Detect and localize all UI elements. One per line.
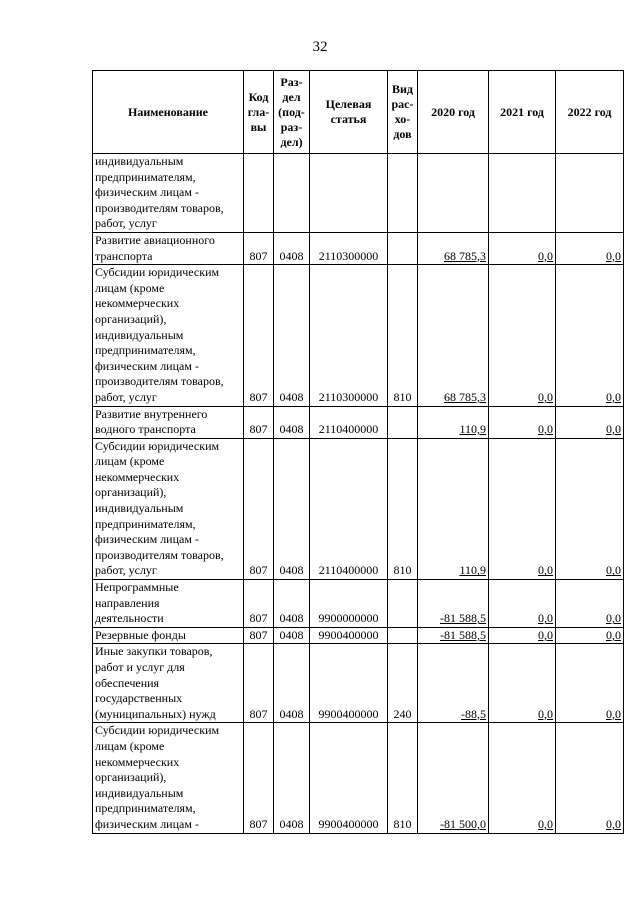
table-row	[93, 723, 624, 833]
row-razdel: 0408	[274, 406, 310, 438]
row-vid: 810	[388, 723, 418, 833]
row-name: Развитие внутреннего водного транспорта	[93, 406, 244, 438]
table-row	[93, 644, 624, 723]
row-2021: 0,0	[489, 265, 556, 406]
row-statya: 2110400000	[310, 438, 388, 579]
table-row	[93, 406, 624, 438]
budget-table	[92, 70, 624, 834]
row-2022: 0,0	[556, 232, 624, 264]
row-name: Иные закупки товаров, работ и услуг для обеспечения государственных (муниципальных) нужд	[93, 644, 244, 723]
header-razdel: Раз- дел (под- раз- дел)	[274, 71, 310, 154]
table-row	[93, 627, 624, 644]
header-name: Наименование	[93, 71, 244, 154]
row-2020: 68 785,3	[418, 232, 489, 264]
row-2021: 0,0	[489, 723, 556, 833]
row-2021: 0,0	[489, 644, 556, 723]
row-glava: 807	[244, 438, 274, 579]
row-2020	[418, 154, 489, 233]
row-razdel: 0408	[274, 723, 310, 833]
header-glava: Код гла- вы	[244, 71, 274, 154]
row-name: Непрограммные направления деятельности	[93, 580, 244, 628]
row-name: Резервные фонды	[93, 627, 244, 644]
row-2022: 0,0	[556, 406, 624, 438]
row-2020: -81 500,0	[418, 723, 489, 833]
row-razdel	[274, 154, 310, 233]
row-glava	[244, 154, 274, 233]
row-2021: 0,0	[489, 580, 556, 628]
row-name: Субсидии юридическим лицам (кроме некоммерческих организаций), индивидуальным предпринимателям, физическим лицам -	[93, 723, 244, 833]
row-razdel: 0408	[274, 438, 310, 579]
table-row	[93, 580, 624, 628]
row-2022: 0,0	[556, 580, 624, 628]
row-razdel: 0408	[274, 644, 310, 723]
table-header-row	[93, 71, 624, 154]
row-2022	[556, 154, 624, 233]
row-2022: 0,0	[556, 438, 624, 579]
row-vid: 240	[388, 644, 418, 723]
row-glava: 807	[244, 232, 274, 264]
table-row	[93, 232, 624, 264]
row-2022: 0,0	[556, 644, 624, 723]
row-vid	[388, 232, 418, 264]
row-2020: -81 588,5	[418, 627, 489, 644]
row-name: Субсидии юридическим лицам (кроме некоммерческих организаций), индивидуальным предпринимателям, физическим лицам - производителям товаров, работ, услуг	[93, 265, 244, 406]
row-2020: 68 785,3	[418, 265, 489, 406]
table-row	[93, 154, 624, 233]
row-razdel: 0408	[274, 232, 310, 264]
row-statya	[310, 154, 388, 233]
row-statya: 9900400000	[310, 644, 388, 723]
row-vid	[388, 580, 418, 628]
row-name: Субсидии юридическим лицам (кроме некоммерческих организаций), индивидуальным предпринимателям, физическим лицам - производителям товаров, работ, услуг	[93, 438, 244, 579]
row-vid	[388, 406, 418, 438]
header-statya: Целевая статья	[310, 71, 388, 154]
header-2020: 2020 год	[418, 71, 489, 154]
row-name: индивидуальным предпринимателям, физическим лицам - производителям товаров, работ, услуг	[93, 154, 244, 233]
header-2022: 2022 год	[556, 71, 624, 154]
row-statya: 9900400000	[310, 627, 388, 644]
table-row	[93, 438, 624, 579]
row-razdel: 0408	[274, 627, 310, 644]
row-name: Развитие авиационного транспорта	[93, 232, 244, 264]
row-vid	[388, 627, 418, 644]
row-2022: 0,0	[556, 265, 624, 406]
row-2021: 0,0	[489, 406, 556, 438]
row-2020: 110,9	[418, 406, 489, 438]
row-2020: -81 588,5	[418, 580, 489, 628]
row-glava: 807	[244, 580, 274, 628]
row-glava: 807	[244, 265, 274, 406]
row-2022: 0,0	[556, 723, 624, 833]
row-vid: 810	[388, 265, 418, 406]
header-vid: Вид рас- хо- дов	[388, 71, 418, 154]
row-2021: 0,0	[489, 627, 556, 644]
row-vid	[388, 154, 418, 233]
row-2021	[489, 154, 556, 233]
row-razdel: 0408	[274, 265, 310, 406]
row-glava: 807	[244, 644, 274, 723]
row-glava: 807	[244, 406, 274, 438]
row-statya: 2110300000	[310, 265, 388, 406]
row-glava: 807	[244, 723, 274, 833]
row-2022: 0,0	[556, 627, 624, 644]
row-statya: 2110300000	[310, 232, 388, 264]
row-vid: 810	[388, 438, 418, 579]
row-statya: 9900000000	[310, 580, 388, 628]
row-razdel: 0408	[274, 580, 310, 628]
row-glava: 807	[244, 627, 274, 644]
row-2020: -88,5	[418, 644, 489, 723]
table-body	[93, 154, 624, 834]
row-2021: 0,0	[489, 438, 556, 579]
header-2021: 2021 год	[489, 71, 556, 154]
row-2021: 0,0	[489, 232, 556, 264]
row-statya: 9900400000	[310, 723, 388, 833]
table-row	[93, 265, 624, 406]
row-statya: 2110400000	[310, 406, 388, 438]
row-2020: 110,9	[418, 438, 489, 579]
page-number: 32	[312, 39, 328, 55]
